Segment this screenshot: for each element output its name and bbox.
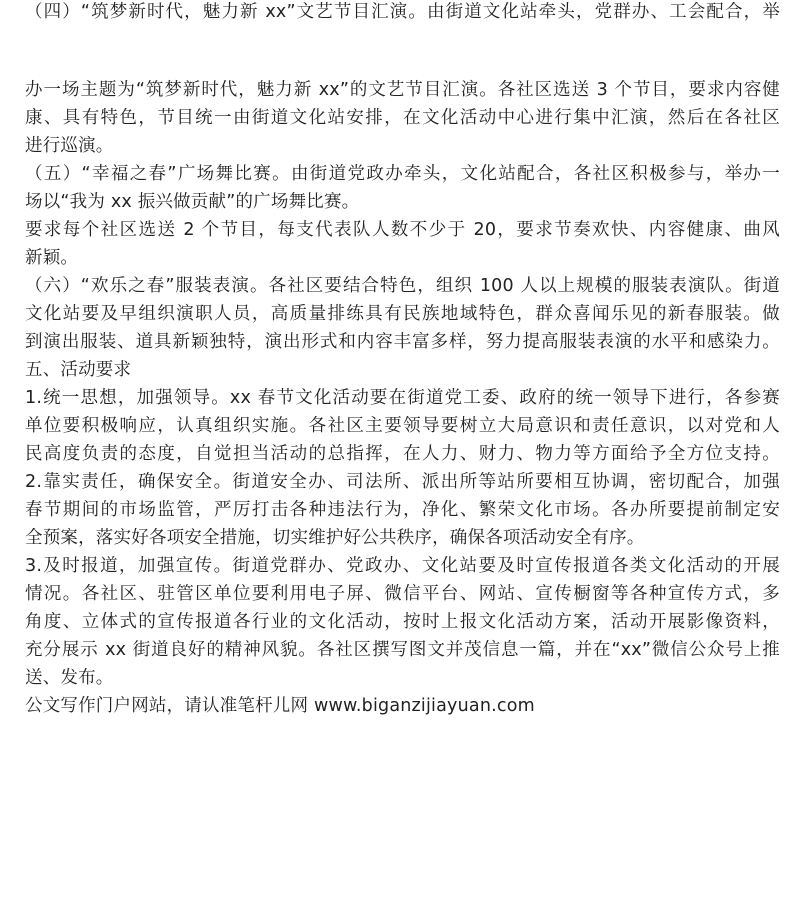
paragraph-line: 全预案，落实好各项安全措施，切实维护好公共秩序，确保各项活动安全有序。 bbox=[25, 528, 645, 548]
paragraph-line: 要求每个社区选送 2 个节目，每支代表队人数不少于 20，要求节奏欢快、内容健康、曲风 bbox=[25, 220, 780, 240]
paragraph-line: 充分展示 xx 街道良好的精神风貌。各社区撰写图文并茂信息一篇，并在“xx”微信公众号上推 bbox=[25, 640, 780, 660]
paragraph-line: 场以“我为 xx 振兴做贡献”的广场舞比赛。 bbox=[25, 192, 360, 212]
paragraph-line: （五）“幸福之春”广场舞比赛。由街道党政办牵头，文化站配合，各社区积极参与，举办一 bbox=[25, 164, 780, 184]
paragraph-line: 办一场主题为“筑梦新时代，魅力新 xx”的文艺节目汇演。各社区选送 3 个节目，要求内容健 bbox=[25, 80, 780, 100]
paragraph-line: 情况。各社区、驻管区单位要利用电子屏、微信平台、网站、宣传橱窗等各种宣传方式，多 bbox=[25, 584, 780, 604]
paragraph-line: 2.靠实责任，确保安全。街道安全办、司法所、派出所等站所要相互协调，密切配合，加强 bbox=[25, 472, 780, 492]
paragraph-line: 角度、立体式的宣传报道各行业的文化活动，按时上报文化活动方案，活动开展影像资料， bbox=[25, 612, 780, 632]
paragraph-line: 新颖。 bbox=[25, 248, 79, 268]
paragraph-line: 民高度负责的态度，自觉担当活动的总指挥，在人力、财力、物力等方面给予全方位支持。 bbox=[25, 444, 780, 464]
paragraph-line: 单位要积极响应，认真组织实施。各社区主要领导要树立大局意识和责任意识，以对党和人 bbox=[25, 416, 780, 436]
paragraph-line: （四）“筑梦新时代，魅力新 xx”文艺节目汇演。由街道文化站牵头，党群办、工会配合，举 bbox=[25, 2, 780, 22]
paragraph-line: 3.及时报道，加强宣传。街道党群办、党政办、文化站要及时宣传报道各类文化活动的开展 bbox=[25, 556, 780, 576]
paragraph-line: 春节期间的市场监管，严厉打击各种违法行为，净化、繁荣文化市场。各办所要提前制定安 bbox=[25, 500, 780, 520]
paragraph-line: 康、具有特色，节目统一由街道文化站安排，在文化活动中心进行集中汇演，然后在各社区 bbox=[25, 108, 780, 128]
paragraph-line: 1.统一思想，加强领导。xx 春节文化活动要在街道党工委、政府的统一领导下进行，各参赛 bbox=[25, 388, 780, 408]
paragraph-line: 送、发布。 bbox=[25, 668, 114, 688]
paragraph-line: 文化站要及早组织演职人员，高质量排练具有民族地域特色，群众喜闻乐见的新春服装。做 bbox=[25, 304, 780, 324]
paragraph-line: 进行巡演。 bbox=[25, 136, 114, 156]
section-heading: 五、活动要求 bbox=[25, 360, 132, 380]
paragraph-line: 到演出服装、道具新颖独特，演出形式和内容丰富多样，努力提高服装表演的水平和感染力。 bbox=[25, 332, 780, 352]
paragraph-line: （六）“欢乐之春”服装表演。各社区要结合特色，组织 100 人以上规模的服装表演队。街道 bbox=[25, 276, 780, 296]
footer-website-note: 公文写作门户网站，请认准笔杆儿网 www.biganzijiayuan.com bbox=[25, 696, 535, 716]
